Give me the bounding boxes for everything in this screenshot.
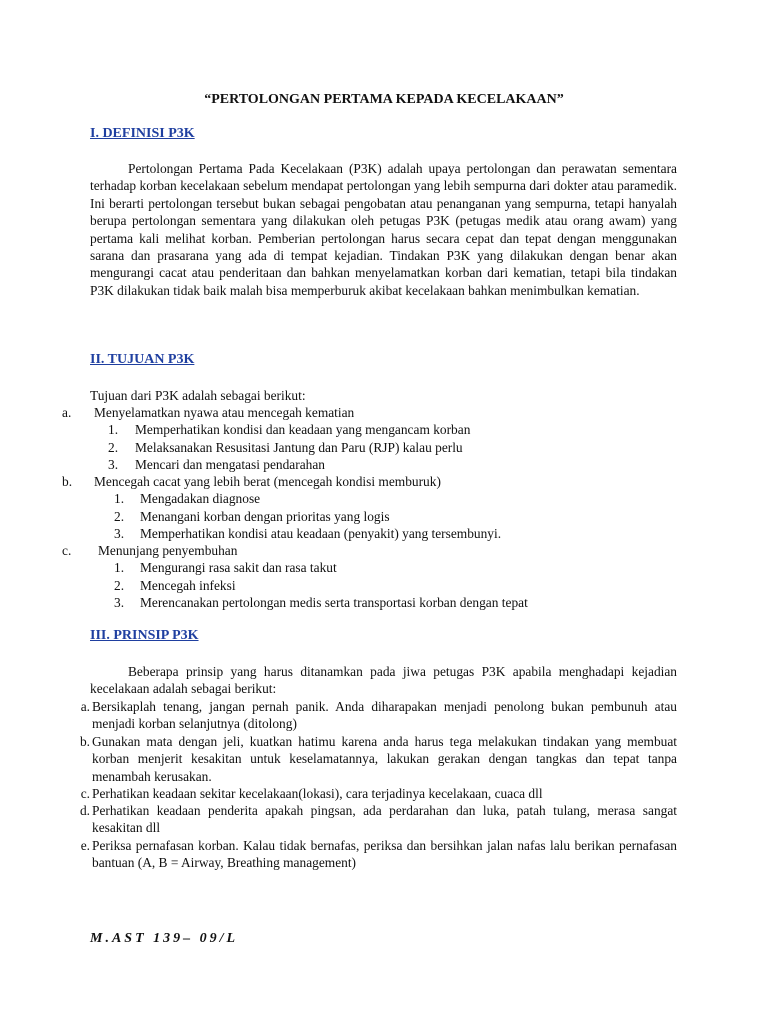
definisi-paragraph xyxy=(90,160,677,299)
list-item-text: Perhatikan keadaan sekitar kecelakaan(lokasi), cara terjadinya kecelakaan, cuaca dll xyxy=(92,786,543,801)
sub-marker: 1. xyxy=(114,560,125,575)
document-title: “PERTOLONGAN PERTAMA KEPADA KECELAKAAN” xyxy=(204,92,564,107)
list-item-text: Menunjang penyembuhan xyxy=(98,543,238,558)
sub-marker: 2. xyxy=(114,509,125,524)
sub-item-text: Mencegah infeksi xyxy=(140,578,236,593)
list-item-text: Mencegah cacat yang lebih berat (mencegah kondisi memburuk) xyxy=(94,474,441,489)
sub-marker: 2. xyxy=(108,440,119,455)
sub-item-text: Mengurangi rasa sakit dan rasa takut xyxy=(140,560,337,575)
list-item-text: Bersikaplah tenang, jangan pernah panik. Anda diharapakan menjadi penolong bukan pembunuh atau menjadi korban selanjutnya (ditolong) xyxy=(92,699,677,732)
list-marker: c. xyxy=(80,786,90,801)
sub-item-text: Memperhatikan kondisi atau keadaan (penyakit) yang tersembunyi. xyxy=(140,526,502,541)
prinsip-item-a xyxy=(70,698,677,733)
prinsip-item-e xyxy=(70,837,677,872)
list-item-text: Menyelamatkan nyawa atau mencegah kematian xyxy=(94,405,355,420)
list-item-text: Periksa pernafasan korban. Kalau tidak bernafas, periksa dan bersihkan jalan nafas lalu berikan pernafasan bantuan (A, B = Airway, Breathing management) xyxy=(92,838,677,871)
list-marker: b. xyxy=(62,474,73,489)
sub-item-text: Memperhatikan kondisi dan keadaan yang mengancam korban xyxy=(135,422,471,437)
list-marker: a. xyxy=(62,405,72,420)
sub-marker: 3. xyxy=(108,457,119,472)
list-marker: c. xyxy=(62,543,72,558)
prinsip-item-b xyxy=(70,733,677,785)
prinsip-intro-text: Beberapa prinsip yang harus ditanamkan pada jiwa petugas P3K apabila menghadapi kejadian kecelakaan adalah sebagai berikut: xyxy=(90,664,677,697)
definisi-paragraph-text: Pertolongan Pertama Pada Kecelakaan (P3K) adalah upaya pertolongan dan perawatan sementara terhadap korban kecelakaan sebelum mendapat pertolongan yang lebih sempurna dari dokter atau paramedik. Ini berarti pertolongan tersebut bukan sebagai pengobatan atau penanganan yang sempurna, tetapi hanyalah berupa pertolongan sementara yang dilakukan oleh petugas P3K (petugas medik atau orang awam) yang pertama kali melihat korban. Pemberian pertolongan harus secara cepat dan tepat dengan menggunakan sarana dan prasarana yang ada di tempat kejadian. Tindakan P3K yang dilakukan dengan benar akan mengurangi cacat atau penderitaan dan bahkan menyelamatkan korban dari kematian, tetapi bila tindakan P3K dilakukan tidak baik malah bisa memperburuk akibat kecelakaan bahkan menimbulkan kematian. xyxy=(90,161,677,298)
sub-marker: 2. xyxy=(114,578,125,593)
sub-item-text: Merencanakan pertolongan medis serta transportasi korban dengan tepat xyxy=(140,595,528,610)
sub-marker: 1. xyxy=(114,491,125,506)
list-marker: d. xyxy=(79,803,90,818)
section-heading-prinsip: III. PRINSIP P3K xyxy=(90,628,199,643)
sub-marker: 1. xyxy=(108,422,119,437)
sub-marker: 3. xyxy=(114,526,125,541)
sub-item-text: Mencari dan mengatasi pendarahan xyxy=(135,457,325,472)
sub-item-text: Menangani korban dengan prioritas yang logis xyxy=(140,509,390,524)
document-code-footer: M.AST 139– 09/L xyxy=(90,931,239,946)
tujuan-intro: Tujuan dari P3K adalah sebagai berikut: xyxy=(90,388,306,403)
list-item-text: Perhatikan keadaan penderita apakah pingsan, ada perdarahan dan luka, patah tulang, merasa sangat kesakitan dll xyxy=(92,803,677,836)
sub-item-text: Melaksanakan Resusitasi Jantung dan Paru (RJP) kalau perlu xyxy=(135,440,463,455)
list-marker: e. xyxy=(80,838,90,853)
list-marker: a. xyxy=(80,699,90,714)
list-item-text: Gunakan mata dengan jeli, kuatkan hatimu karena anda harus tega melakukan tindakan yang membuat korban menjerit kesakitan untuk keselamatannya, lakukan gerakan dengan tangkas dan tepat tanpa menambah kerusakan. xyxy=(92,734,677,784)
list-marker: b. xyxy=(79,734,90,749)
sub-marker: 3. xyxy=(114,595,125,610)
sub-item-text: Mengadakan diagnose xyxy=(140,491,261,506)
prinsip-item-c xyxy=(70,785,677,802)
section-heading-tujuan: II. TUJUAN P3K xyxy=(90,352,195,367)
prinsip-intro xyxy=(90,663,677,698)
section-heading-definisi: I. DEFINISI P3K xyxy=(90,126,195,141)
prinsip-item-d xyxy=(70,802,677,837)
